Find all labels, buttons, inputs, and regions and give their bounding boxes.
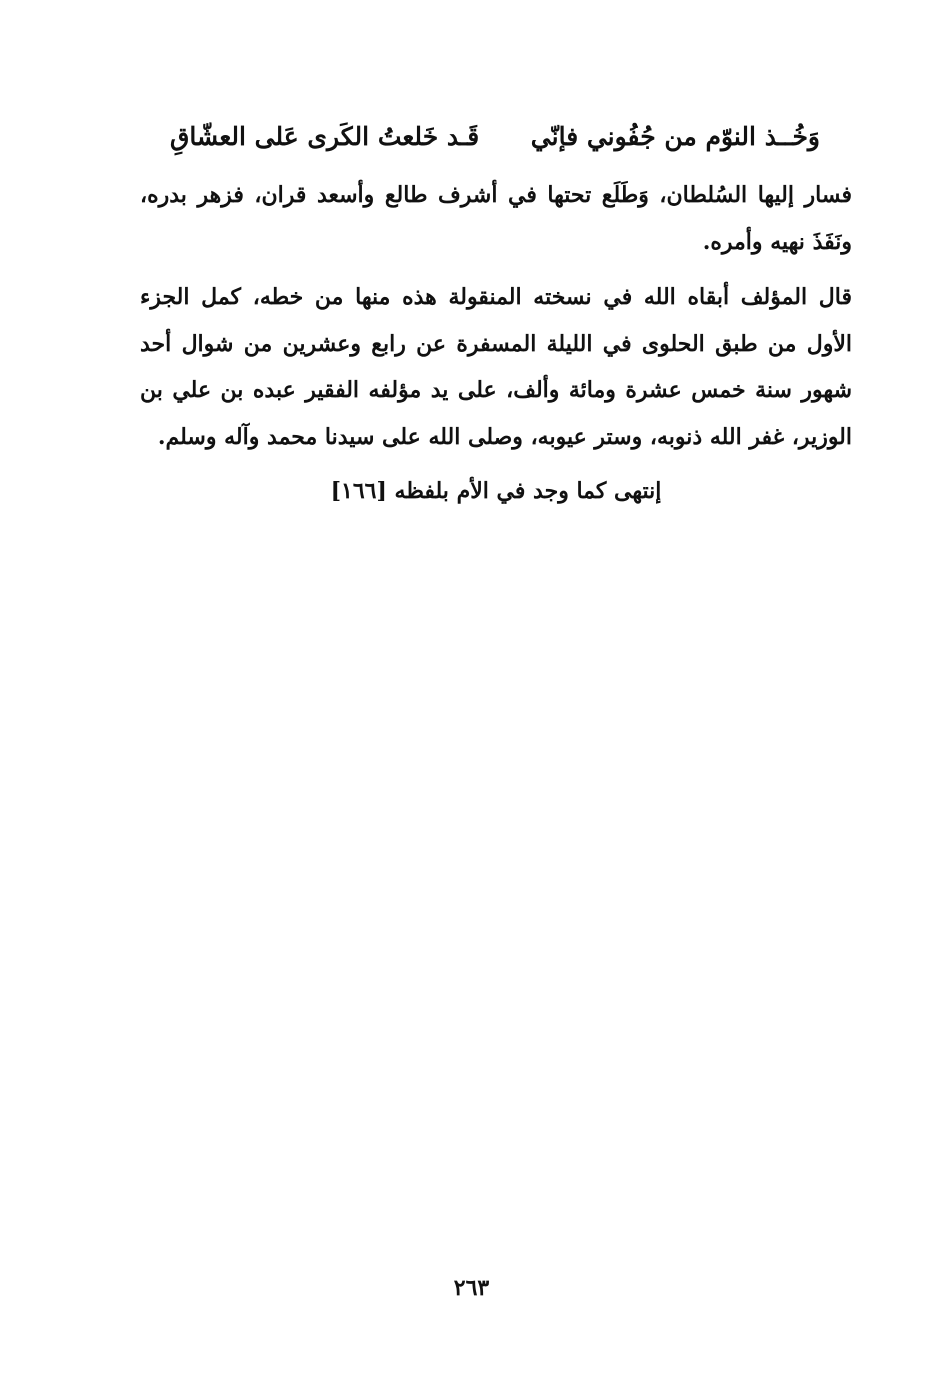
paragraph-sultan: فسار إليها السُلطان، وَطَلَع تحتها في أشرف طالع وأسعد قران، فزهر بدره، ونَفَذَ نهيه وأمره. bbox=[140, 182, 852, 255]
poetry-verse bbox=[170, 112, 820, 162]
verse-first-hemistich: وَخُــذ النوّم من جُفُوني فإنّي bbox=[530, 122, 820, 151]
closing-note: إنتهى كما وجد في الأم بلفظه [١٦٦] bbox=[330, 478, 662, 504]
page-number: ٢٦٣ bbox=[453, 1275, 490, 1301]
paragraph-colophon: قال المؤلف أبقاه الله في نسخته المنقولة هذه منها من خطه، كمل الجزء الأول من طبق الحلوى في الليلة المسفرة عن رابع وعشرين من شوال أحد شهور سنة خمس عشرة ومائة وألف، على يد مؤلفه الفقير عبده بن علي بن الوزير، غفر الله ذنوبه، وستر عيوبه، وصلى الله على سيدنا محمد وآله وسلم. bbox=[140, 284, 852, 450]
verse-second-hemistich: قَـد خَلعتُ الكَرى عَلى العشّاقِ bbox=[170, 122, 480, 151]
